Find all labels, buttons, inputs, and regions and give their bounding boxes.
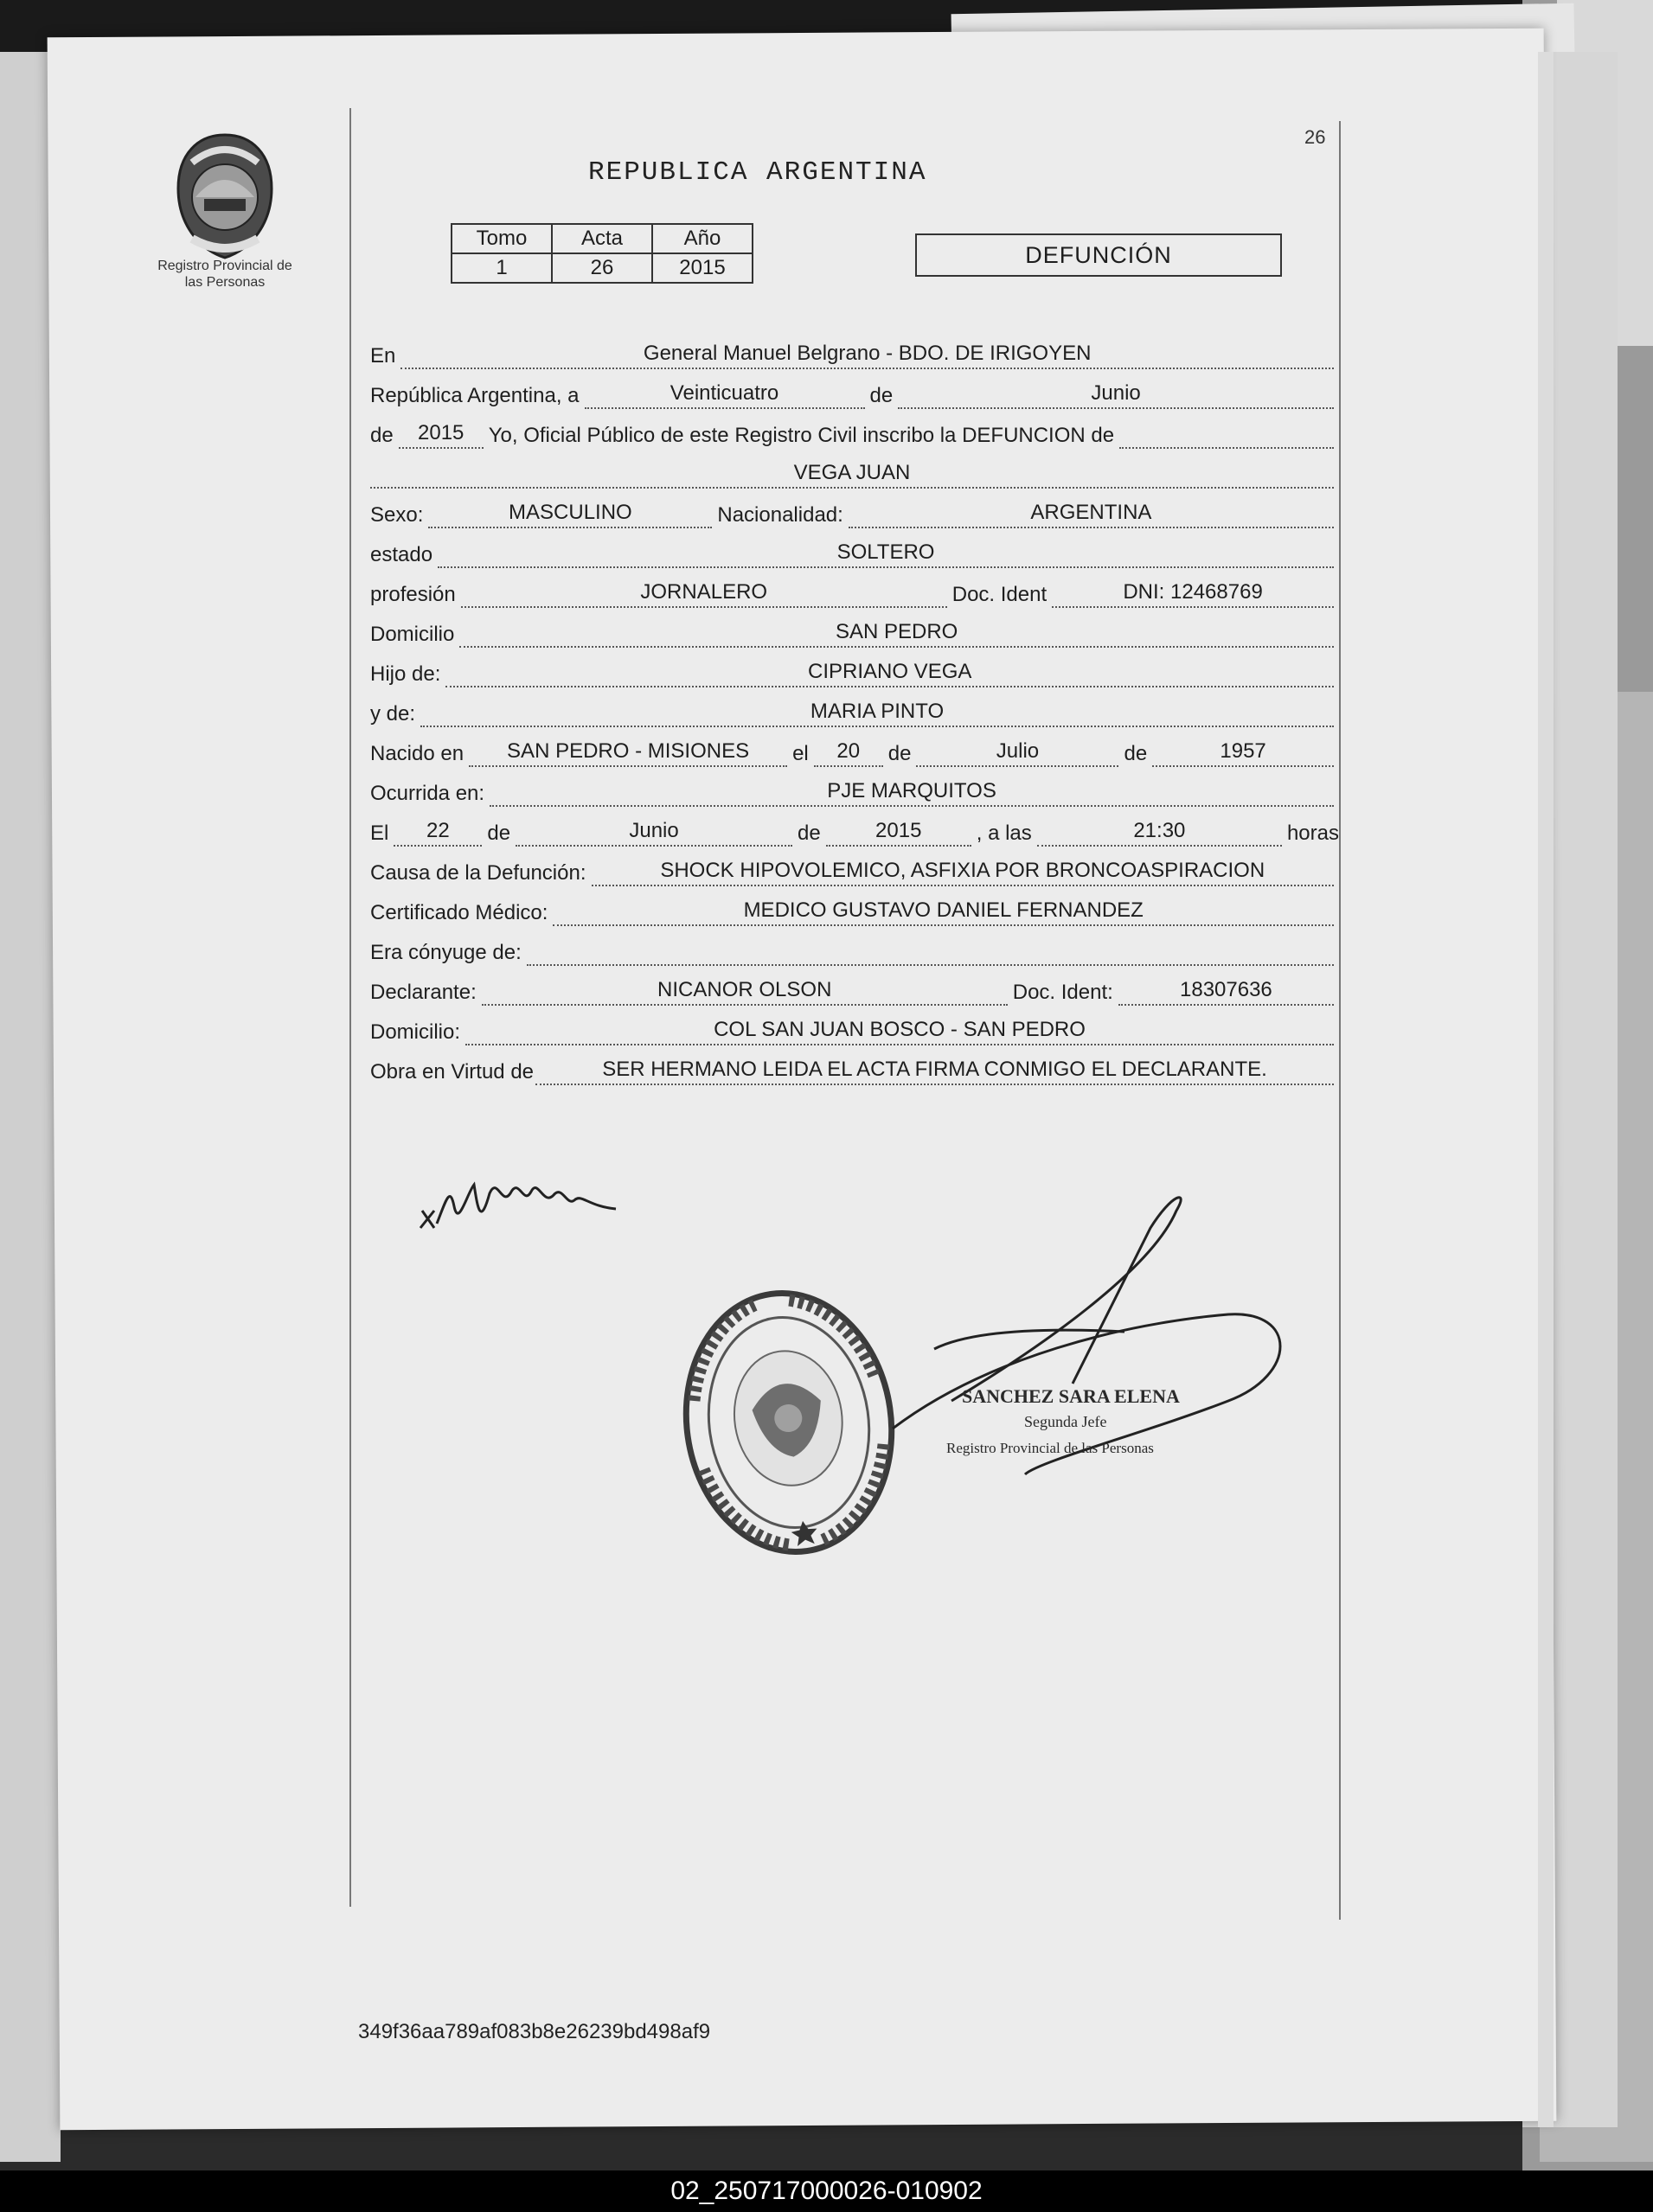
spouse-label: Era cónyuge de:: [370, 941, 522, 964]
virtue-value: SER HERMANO LEIDA EL ACTA FIRMA CONMIGO EL DECLARANTE.: [535, 1058, 1334, 1085]
civil-status-label: estado: [370, 543, 433, 566]
doc-label: Doc. Ident: [951, 583, 1048, 606]
officer-signature: [893, 1198, 1280, 1474]
death-de-label-2: de: [798, 822, 821, 845]
cause-value: SHOCK HIPOVOLEMICO, ASFIXIA POR BRONCOASPIRACION: [592, 859, 1335, 886]
country-title: REPUBLICA ARGENTINA: [588, 157, 927, 188]
mother-value: MARIA PINTO: [420, 700, 1334, 727]
birth-place-value: SAN PEDRO - MISIONES: [469, 739, 787, 767]
ref-value-acta: 26: [552, 253, 652, 283]
death-time-value: 21:30: [1037, 819, 1282, 847]
sex-label: Sexo:: [370, 503, 424, 527]
ref-header-acta: Acta: [552, 224, 652, 253]
occurred-label: Ocurrida en:: [370, 782, 485, 805]
cause-label: Causa de la Defunción:: [370, 861, 586, 885]
ref-value-anio: 2015: [652, 253, 753, 283]
place-label: En: [370, 344, 396, 368]
officer-name: SANCHEZ SARA ELENA: [962, 1385, 1180, 1407]
medical-label: Certificado Médico:: [370, 901, 548, 924]
birth-year-value: 1957: [1152, 739, 1334, 767]
inscription-text: Yo, Oficial Público de este Registro Civil inscribo la DEFUNCION de: [488, 424, 1115, 447]
hours-label: horas: [1286, 822, 1339, 845]
declarant-address-label: Domicilio:: [370, 1020, 461, 1044]
republic-label: República Argentina, a: [370, 384, 580, 407]
medical-value: MEDICO GUSTAVO DANIEL FERNANDEZ: [553, 898, 1334, 926]
de-label: de: [869, 384, 894, 407]
father-value: CIPRIANO VEGA: [445, 660, 1334, 687]
officer-office: Registro Provincial de las Personas: [946, 1440, 1154, 1456]
registry-label-line2: las Personas: [184, 275, 266, 290]
birth-de-label-2: de: [1124, 742, 1148, 765]
year-prefix-label: de: [370, 424, 394, 447]
death-year-value: 2015: [826, 819, 971, 847]
father-label: Hijo de:: [370, 662, 441, 686]
footer-id-bar: 02_250717000026-010902: [0, 2170, 1653, 2212]
death-el-label: El: [370, 822, 389, 845]
profession-value: JORNALERO: [461, 580, 947, 608]
declarant-doc-label: Doc. Ident:: [1012, 981, 1113, 1004]
declarant-label: Declarante:: [370, 981, 477, 1004]
deceased-name-value: VEGA JUAN: [370, 461, 1334, 489]
declarant-address-value: COL SAN JUAN BOSCO - SAN PEDRO: [465, 1018, 1334, 1045]
at-label: , a las: [976, 822, 1032, 845]
declarant-mark: [420, 1185, 616, 1228]
mother-label: y de:: [370, 702, 416, 726]
death-month-value: Junio: [516, 819, 792, 847]
officer-stamp-text: [946, 1385, 1180, 1456]
birth-day-value: 20: [814, 739, 883, 767]
year-value: 2015: [399, 421, 484, 449]
declarant-value: NICANOR OLSON: [482, 978, 1008, 1006]
born-label: Nacido en: [370, 742, 465, 765]
ref-value-tomo: 1: [452, 253, 552, 283]
birth-de-label-1: de: [887, 742, 912, 765]
virtue-label: Obra en Virtud de: [370, 1060, 535, 1084]
sex-value: MASCULINO: [428, 501, 712, 528]
registry-label-line1: Registro Provincial de: [157, 259, 292, 273]
birth-month-value: Julio: [916, 739, 1118, 767]
ref-header-tomo: Tomo: [452, 224, 552, 253]
doc-value: DNI: 12468769: [1052, 580, 1334, 608]
profession-label: profesión: [370, 583, 456, 606]
death-day-value: 22: [394, 819, 482, 847]
birth-el-label: el: [792, 742, 809, 765]
month-value: Junio: [898, 381, 1334, 409]
official-seal: [670, 1280, 907, 1565]
address-value: SAN PEDRO: [459, 620, 1334, 648]
occurred-place-value: PJE MARQUITOS: [490, 779, 1334, 807]
officer-role: Segunda Jefe: [1024, 1413, 1107, 1430]
document-type-box: DEFUNCIÓN: [915, 233, 1282, 277]
nationality-value: ARGENTINA: [849, 501, 1334, 528]
document-hash: 349f36aa789af083b8e26239bd498af9: [358, 2020, 711, 2043]
page-number: 26: [1304, 126, 1326, 148]
nationality-label: Nacionalidad:: [717, 503, 843, 527]
death-de-label-1: de: [487, 822, 511, 845]
civil-status-value: SOLTERO: [438, 540, 1334, 568]
place-value: General Manuel Belgrano - BDO. DE IRIGOYEN: [400, 342, 1334, 369]
ref-header-anio: Año: [652, 224, 753, 253]
address-label: Domicilio: [370, 623, 455, 646]
declarant-doc-value: 18307636: [1118, 978, 1334, 1006]
day-value: Veinticuatro: [585, 381, 865, 409]
